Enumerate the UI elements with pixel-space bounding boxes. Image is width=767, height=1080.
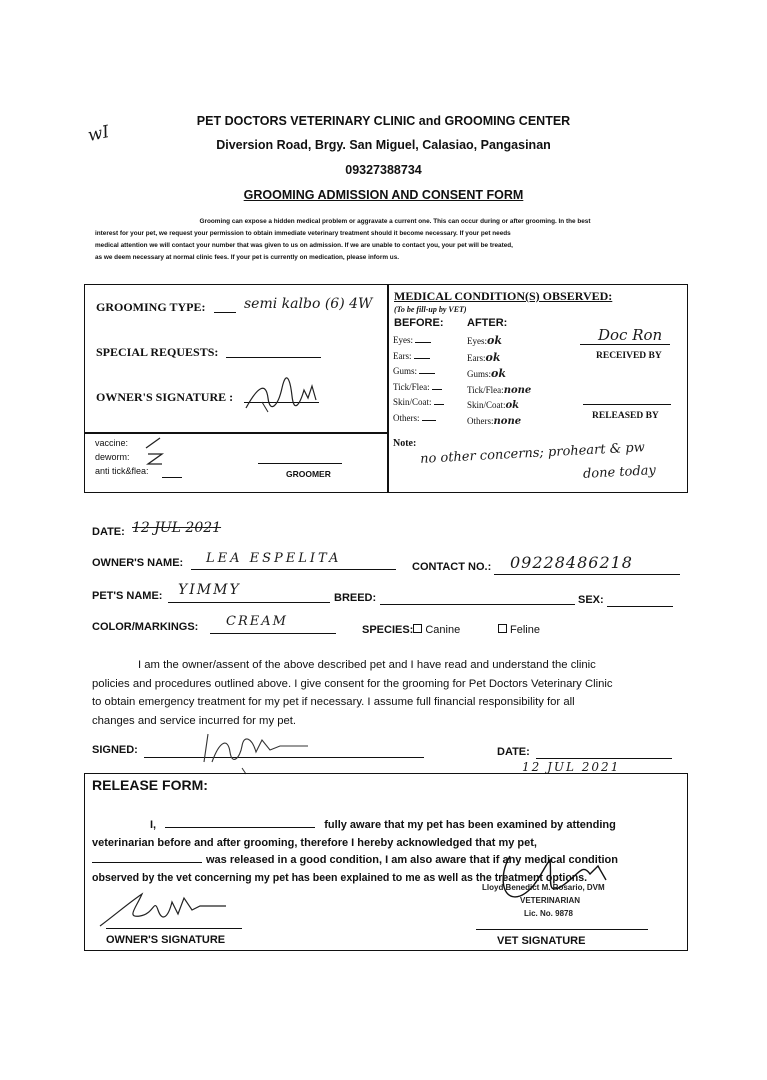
intro-line: as we deem necessary at normal clinic fees. If your pet is currently on medication, please inform us. (95, 254, 400, 261)
released-by-label: RELEASED BY (592, 411, 659, 421)
note-line-2[interactable]: done today (582, 463, 657, 482)
intro-line: medical attention we will contact your number that was given to us on admission. If we are unable to contact you, your pet will be treated, (95, 242, 513, 249)
intro-paragraph (95, 216, 695, 264)
consent-paragraph (92, 656, 682, 730)
owner-name-field[interactable] (191, 569, 396, 570)
breed-label: BREED: (334, 592, 377, 604)
release-pet-name-field[interactable] (92, 862, 202, 863)
deworm-label: deworm: (95, 452, 130, 462)
before-eyes: Eyes: (393, 333, 444, 349)
date-label: DATE: (92, 526, 125, 538)
feline-label: Feline (510, 624, 540, 636)
signed-label: SIGNED: (92, 744, 138, 756)
after-ears: Ears:ok (467, 350, 501, 364)
consent-line: changes and service incurred for my pet. (92, 714, 297, 727)
release-line-2: veterinarian before and after grooming, therefore I hereby acknowledged that my pet, (92, 836, 537, 849)
grooming-type-value[interactable]: semi kalbo (6) 4W (244, 296, 373, 312)
after-skincoat: Skin/Coat:ok (467, 400, 520, 411)
clinic-name: PET DOCTORS VETERINARY CLINIC and GROOMING CENTER (196, 114, 571, 128)
canine-checkbox[interactable] (413, 624, 422, 633)
date-value[interactable]: 12 JUL 2021 (132, 520, 222, 536)
release-line-4: observed by the vet concerning my pet has been explained to me as well as the treatment options. (92, 871, 588, 884)
owner-signature-image (238, 376, 328, 416)
groomer-label: GROOMER (286, 469, 331, 479)
before-label: BEFORE: (394, 317, 444, 329)
consent-line: to obtain emergency treatment for my pet if necessary. I assume full financial responsibility for all (92, 696, 575, 708)
release-line-3: was released in a good condition, I am also aware that if any medical condition (92, 852, 678, 870)
vet-signature-line[interactable] (476, 929, 648, 930)
vaccine-label: vaccine: (95, 438, 129, 448)
form-title (0, 188, 767, 202)
released-by-line[interactable] (583, 404, 671, 405)
sex-field[interactable] (607, 606, 673, 607)
color-markings-value[interactable]: CREAM (226, 614, 288, 629)
after-others: Others:none (467, 415, 522, 427)
after-label: AFTER: (467, 317, 508, 329)
contact-value[interactable]: 09228486218 (510, 553, 633, 572)
after-eyes: Eyes:ok (467, 334, 502, 347)
after-column (467, 333, 531, 429)
owner-name-label: OWNER'S NAME: (92, 557, 184, 569)
grooming-type-line[interactable] (214, 312, 236, 313)
owner-name-value[interactable]: LEA ESPELITA (206, 551, 342, 566)
vet-signature-label: VET SIGNATURE (497, 935, 586, 947)
contact-field[interactable] (494, 574, 680, 575)
table-divider-horizontal (84, 432, 388, 434)
received-by-label: RECEIVED BY (596, 351, 662, 361)
release-form-title: RELEASE FORM: (92, 777, 208, 793)
intro-line: interest for your pet, we request your permission to obtain immediate veterinary treatment should it become necessary. If your pet needs (95, 230, 511, 237)
before-skincoat: Skin/Coat: (393, 395, 444, 411)
release-owner-signature-image (96, 884, 246, 932)
received-by-value[interactable]: Doc Ron (598, 326, 663, 344)
form-title-text: GROOMING ADMISSION AND CONSENT FORM (243, 188, 524, 202)
after-gums: Gums:ok (467, 367, 506, 380)
pets-name-label: PET'S NAME: (92, 590, 163, 602)
received-by-line[interactable] (580, 344, 670, 345)
before-column (393, 333, 444, 426)
species-label: SPECIES: Canine (362, 624, 461, 636)
feline-option (498, 624, 540, 636)
signed-signature-image (190, 728, 320, 776)
consent-line: I am the owner/assent of the above described pet and I have read and understand the clinic (138, 659, 596, 671)
feline-checkbox[interactable] (498, 624, 507, 633)
antitick-label: anti tick&flea: (95, 466, 149, 476)
grooming-type-label: GROOMING TYPE: (96, 300, 206, 314)
special-requests-field[interactable] (226, 357, 321, 358)
breed-field[interactable] (380, 604, 575, 605)
pets-name-value[interactable]: YIMMY (178, 582, 241, 598)
color-markings-field[interactable] (210, 633, 336, 634)
signed-date-field[interactable] (536, 758, 672, 759)
antitick-field[interactable] (162, 477, 182, 478)
color-markings-label: COLOR/MARKINGS: (92, 621, 199, 633)
contact-label: CONTACT NO.: (412, 561, 492, 573)
signed-date-value[interactable]: 12 JUL 2021 (522, 760, 621, 774)
intro-line: Grooming can expose a hidden medical problem or aggravate a current one. This can occur during or after grooming. In the best (199, 218, 591, 225)
clinic-address: Diversion Road, Brgy. San Miguel, Calasiao, Pangasinan (216, 138, 551, 152)
vet-stamp-license: Lic. No. 9878 (524, 909, 573, 918)
note-line-1[interactable]: no other concerns; proheart & pw (419, 440, 646, 467)
medical-subtitle: (To be fill-up by VET) (394, 305, 467, 314)
special-requests-label: SPECIAL REQUESTS: (96, 345, 219, 359)
table-divider (387, 284, 389, 492)
corner-note: wI (86, 122, 112, 146)
release-owner-signature-line[interactable] (106, 928, 242, 929)
vet-stamp-name: Lloyd Benedict M. Rosario, DVM (482, 883, 605, 892)
consent-line: policies and procedures outlined above. I give consent for the grooming for Pet Doctors Veterinary Clinic (92, 677, 613, 690)
release-line-1: I, fully aware that my pet has been examined by attending (150, 819, 616, 831)
release-owner-signature-label: OWNER'S SIGNATURE (106, 934, 226, 946)
before-gums: Gums: (393, 364, 444, 380)
owner-signature-label: OWNER'S SIGNATURE : (96, 390, 234, 404)
before-tickflea: Tick/Flea: (393, 380, 444, 396)
vet-signature-image (490, 846, 640, 916)
groomer-line[interactable] (258, 463, 342, 464)
note-label: Note: (393, 438, 417, 449)
medical-title: MEDICAL CONDITION(S) OBSERVED: (394, 289, 613, 303)
pets-name-field[interactable] (168, 602, 330, 603)
after-tickflea: Tick/Flea:none (467, 384, 532, 396)
before-others: Others: (393, 411, 444, 427)
canine-label: Canine (425, 624, 461, 636)
sex-label: SEX: (578, 594, 604, 606)
release-owner-name-field[interactable] (165, 827, 315, 828)
before-ears: Ears: (393, 349, 444, 365)
clinic-phone: 09327388734 (345, 163, 422, 177)
signed-date-label: DATE: (497, 746, 530, 758)
vaccine-deworm-marks (140, 432, 180, 468)
vet-stamp-title: VETERINARIAN (520, 896, 581, 905)
